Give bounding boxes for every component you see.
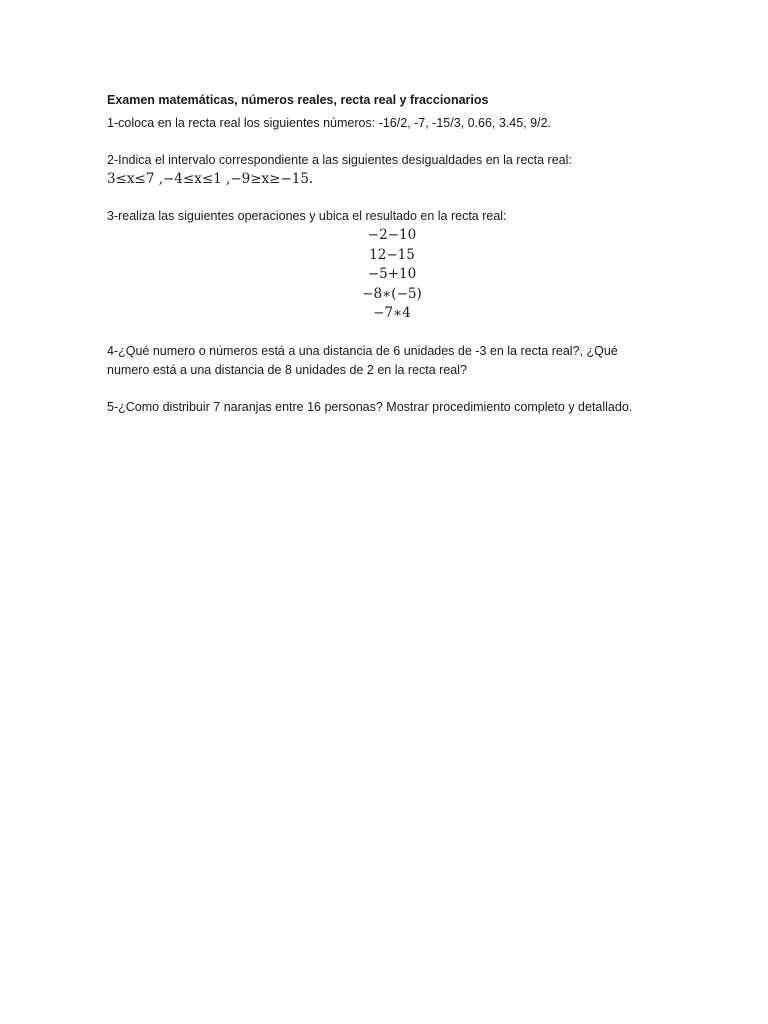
question-2-text: 2-Indica el intervalo correspondiente a las siguientes desigualdades en la recta real: bbox=[107, 153, 572, 167]
question-4-line-2: numero está a una distancia de 8 unidades de 2 en la recta real? bbox=[107, 362, 467, 377]
spacer bbox=[107, 189, 727, 207]
question-2-inequalities: 3≤x≤7 ,−4≤x≤1 ,−9≥x≥−15. bbox=[107, 171, 314, 187]
exam-page bbox=[107, 90, 727, 417]
spacer bbox=[107, 380, 727, 398]
question-3-text: 3-realiza las siguientes operaciones y ubica el resultado en la recta real: bbox=[107, 209, 507, 223]
spacer bbox=[107, 324, 727, 342]
operation-4: −8∗(−5) bbox=[362, 285, 422, 302]
operation-5: −7∗4 bbox=[373, 305, 411, 321]
question-5: 5-¿Como distribuir 7 naranjas entre 16 personas? Mostrar procedimiento completo y detallado. bbox=[107, 399, 633, 414]
operation-1: −2−10 bbox=[367, 227, 417, 243]
question-4-line-1: 4-¿Qué numero o números está a una distancia de 6 unidades de -3 en la recta real?, ¿Qué bbox=[107, 343, 618, 358]
operation-2: 12−15 bbox=[369, 246, 415, 263]
question-3-operations bbox=[107, 226, 677, 324]
spacer bbox=[107, 133, 727, 151]
exam-title: Examen matemáticas, números reales, recta real y fraccionarios bbox=[107, 93, 489, 107]
operation-3: −5+10 bbox=[367, 266, 417, 282]
question-1: 1-coloca en la recta real los siguientes números: -16/2, -7, -15/3, 0.66, 3.45, 9/2. bbox=[107, 116, 552, 130]
